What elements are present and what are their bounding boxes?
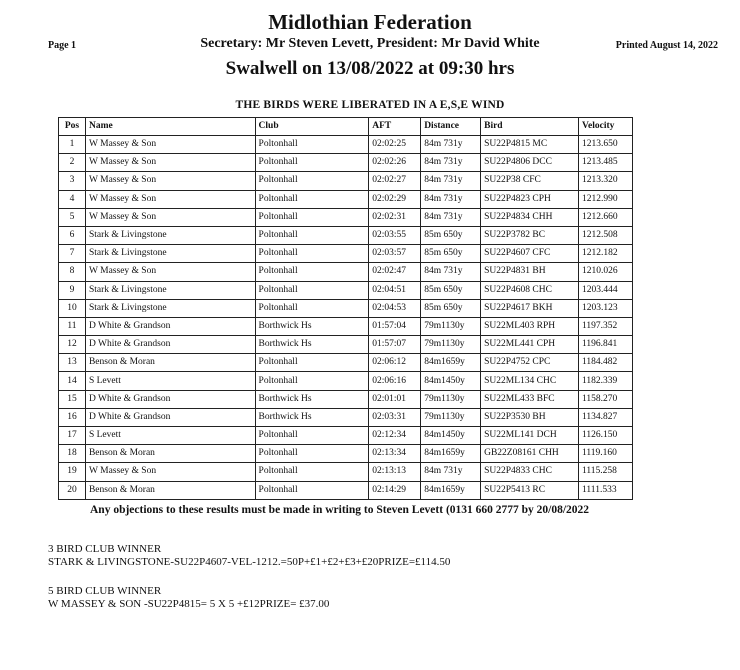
column-header-bird: Bird <box>481 118 579 136</box>
pos-cell: 5 <box>59 208 86 226</box>
aft-cell: 02:01:01 <box>369 390 421 408</box>
aft-cell: 02:03:31 <box>369 408 421 426</box>
bird-cell: SU22P3530 BH <box>481 408 579 426</box>
club-cell: Poltonhall <box>255 445 369 463</box>
pos-cell: 18 <box>59 445 86 463</box>
distance-cell: 84m 731y <box>421 190 481 208</box>
five-bird-winner-text: W MASSEY & SON -SU22P4815= 5 X 5 +£12PRIZE= £37.00 <box>48 598 330 610</box>
table-row <box>59 190 633 208</box>
pos-cell: 13 <box>59 354 86 372</box>
velocity-cell: 1196.841 <box>579 336 633 354</box>
column-header-aft: AFT <box>369 118 421 136</box>
aft-cell: 02:02:47 <box>369 263 421 281</box>
aft-cell: 02:02:27 <box>369 172 421 190</box>
bird-cell: SU22P38 CFC <box>481 172 579 190</box>
objections-notice: Any objections to these results must be made in writing to Steven Levett (0131 660 2777 by 20/08/2022 <box>90 504 590 516</box>
table-row <box>59 390 633 408</box>
velocity-cell: 1115.258 <box>579 463 633 481</box>
name-cell: Benson & Moran <box>85 445 255 463</box>
results-body <box>59 136 633 500</box>
club-cell: Poltonhall <box>255 481 369 499</box>
name-cell: Stark & Livingstone <box>85 245 255 263</box>
column-header-distance: Distance <box>421 118 481 136</box>
distance-cell: 85m 650y <box>421 299 481 317</box>
club-cell: Poltonhall <box>255 172 369 190</box>
velocity-cell: 1184.482 <box>579 354 633 372</box>
column-header-velocity: Velocity <box>579 118 633 136</box>
table-row <box>59 136 633 154</box>
name-cell: S Levett <box>85 427 255 445</box>
velocity-cell: 1182.339 <box>579 372 633 390</box>
name-cell: Stark & Livingstone <box>85 226 255 244</box>
bird-cell: SU22P4617 BKH <box>481 299 579 317</box>
velocity-cell: 1126.150 <box>579 427 633 445</box>
club-cell: Poltonhall <box>255 136 369 154</box>
pos-cell: 7 <box>59 245 86 263</box>
name-cell: W Massey & Son <box>85 208 255 226</box>
aft-cell: 02:02:29 <box>369 190 421 208</box>
column-header-pos: Pos <box>59 118 86 136</box>
bird-cell: SU22P4823 CPH <box>481 190 579 208</box>
pos-cell: 15 <box>59 390 86 408</box>
three-bird-winner-text: STARK & LIVINGSTONE-SU22P4607-VEL-1212.=50P+£1+£2+£3+£20PRIZE=£114.50 <box>48 556 451 568</box>
bird-cell: SU22P4752 CPC <box>481 354 579 372</box>
table-header-row <box>59 118 633 136</box>
bird-cell: SU22P5413 RC <box>481 481 579 499</box>
club-cell: Poltonhall <box>255 463 369 481</box>
velocity-cell: 1213.650 <box>579 136 633 154</box>
distance-cell: 84m 731y <box>421 208 481 226</box>
race-heading: Swalwell on 13/08/2022 at 09:30 hrs <box>225 58 515 79</box>
distance-cell: 84m 731y <box>421 263 481 281</box>
club-cell: Borthwick Hs <box>255 336 369 354</box>
name-cell: W Massey & Son <box>85 463 255 481</box>
name-cell: D White & Grandson <box>85 408 255 426</box>
bird-cell: SU22ML134 CHC <box>481 372 579 390</box>
aft-cell: 02:14:29 <box>369 481 421 499</box>
pos-cell: 4 <box>59 190 86 208</box>
table-row <box>59 408 633 426</box>
table-row <box>59 208 633 226</box>
aft-cell: 02:04:53 <box>369 299 421 317</box>
five-bird-winner-heading: 5 BIRD CLUB WINNER <box>48 585 162 597</box>
column-header-name: Name <box>85 118 255 136</box>
bird-cell: SU22P4607 CFC <box>481 245 579 263</box>
bird-cell: SU22ML141 DCH <box>481 427 579 445</box>
table-row <box>59 245 633 263</box>
velocity-cell: 1158.270 <box>579 390 633 408</box>
pos-cell: 19 <box>59 463 86 481</box>
bird-cell: SU22P4806 DCC <box>481 154 579 172</box>
name-cell: Benson & Moran <box>85 354 255 372</box>
bird-cell: SU22P4815 MC <box>481 136 579 154</box>
aft-cell: 02:13:34 <box>369 445 421 463</box>
name-cell: D White & Grandson <box>85 336 255 354</box>
name-cell: Stark & Livingstone <box>85 281 255 299</box>
club-cell: Borthwick Hs <box>255 317 369 335</box>
bird-cell: GB22Z08161 CHH <box>481 445 579 463</box>
pos-cell: 16 <box>59 408 86 426</box>
pos-cell: 12 <box>59 336 86 354</box>
club-cell: Poltonhall <box>255 263 369 281</box>
velocity-cell: 1203.444 <box>579 281 633 299</box>
document-title: Midlothian Federation <box>268 10 472 34</box>
name-cell: Benson & Moran <box>85 481 255 499</box>
velocity-cell: 1210.026 <box>579 263 633 281</box>
club-cell: Poltonhall <box>255 281 369 299</box>
table-row <box>59 463 633 481</box>
officers-line: Secretary: Mr Steven Levett, President: Mr David White <box>200 36 540 51</box>
velocity-cell: 1111.533 <box>579 481 633 499</box>
results-table <box>58 117 633 500</box>
distance-cell: 84m 731y <box>421 136 481 154</box>
printed-date: Printed August 14, 2022 <box>615 40 718 51</box>
aft-cell: 02:04:51 <box>369 281 421 299</box>
aft-cell: 02:02:31 <box>369 208 421 226</box>
table-row <box>59 154 633 172</box>
distance-cell: 85m 650y <box>421 281 481 299</box>
table-row <box>59 427 633 445</box>
distance-cell: 84m1450y <box>421 372 481 390</box>
club-cell: Poltonhall <box>255 354 369 372</box>
velocity-cell: 1134.827 <box>579 408 633 426</box>
bird-cell: SU22P4608 CHC <box>481 281 579 299</box>
club-cell: Poltonhall <box>255 372 369 390</box>
distance-cell: 79m1130y <box>421 408 481 426</box>
bird-cell: SU22P4833 CHC <box>481 463 579 481</box>
club-cell: Poltonhall <box>255 208 369 226</box>
wind-note: THE BIRDS WERE LIBERATED IN A E,S,E WIND <box>235 99 505 111</box>
club-cell: Poltonhall <box>255 299 369 317</box>
velocity-cell: 1212.660 <box>579 208 633 226</box>
club-cell: Poltonhall <box>255 190 369 208</box>
velocity-cell: 1213.485 <box>579 154 633 172</box>
table-row <box>59 263 633 281</box>
name-cell: W Massey & Son <box>85 136 255 154</box>
name-cell: S Levett <box>85 372 255 390</box>
bird-cell: SU22P4831 BH <box>481 263 579 281</box>
club-cell: Poltonhall <box>255 154 369 172</box>
three-bird-winner-heading: 3 BIRD CLUB WINNER <box>48 543 162 555</box>
distance-cell: 85m 650y <box>421 226 481 244</box>
distance-cell: 84m1659y <box>421 354 481 372</box>
pos-cell: 1 <box>59 136 86 154</box>
velocity-cell: 1212.182 <box>579 245 633 263</box>
name-cell: D White & Grandson <box>85 317 255 335</box>
pos-cell: 3 <box>59 172 86 190</box>
name-cell: W Massey & Son <box>85 172 255 190</box>
aft-cell: 02:12:34 <box>369 427 421 445</box>
table-row <box>59 481 633 499</box>
name-cell: W Massey & Son <box>85 190 255 208</box>
table-row <box>59 226 633 244</box>
distance-cell: 79m1130y <box>421 390 481 408</box>
velocity-cell: 1212.508 <box>579 226 633 244</box>
pos-cell: 17 <box>59 427 86 445</box>
distance-cell: 84m 731y <box>421 154 481 172</box>
club-cell: Borthwick Hs <box>255 408 369 426</box>
table-row <box>59 281 633 299</box>
velocity-cell: 1213.320 <box>579 172 633 190</box>
aft-cell: 02:06:16 <box>369 372 421 390</box>
distance-cell: 79m1130y <box>421 317 481 335</box>
bird-cell: SU22P4834 CHH <box>481 208 579 226</box>
distance-cell: 85m 650y <box>421 245 481 263</box>
column-header-club: Club <box>255 118 369 136</box>
table-row <box>59 317 633 335</box>
page-number: Page 1 <box>48 40 77 51</box>
bird-cell: SU22ML441 CPH <box>481 336 579 354</box>
aft-cell: 02:02:26 <box>369 154 421 172</box>
club-cell: Poltonhall <box>255 427 369 445</box>
club-cell: Poltonhall <box>255 226 369 244</box>
aft-cell: 02:03:57 <box>369 245 421 263</box>
club-cell: Borthwick Hs <box>255 390 369 408</box>
table-row <box>59 445 633 463</box>
table-row <box>59 372 633 390</box>
pos-cell: 9 <box>59 281 86 299</box>
bird-cell: SU22ML433 BFC <box>481 390 579 408</box>
aft-cell: 02:13:13 <box>369 463 421 481</box>
distance-cell: 84m1659y <box>421 481 481 499</box>
name-cell: D White & Grandson <box>85 390 255 408</box>
pos-cell: 14 <box>59 372 86 390</box>
table-row <box>59 336 633 354</box>
aft-cell: 01:57:04 <box>369 317 421 335</box>
pos-cell: 2 <box>59 154 86 172</box>
aft-cell: 01:57:07 <box>369 336 421 354</box>
bird-cell: SU22ML403 RPH <box>481 317 579 335</box>
velocity-cell: 1212.990 <box>579 190 633 208</box>
aft-cell: 02:03:55 <box>369 226 421 244</box>
bird-cell: SU22P3782 BC <box>481 226 579 244</box>
table-row <box>59 354 633 372</box>
velocity-cell: 1197.352 <box>579 317 633 335</box>
distance-cell: 84m1659y <box>421 445 481 463</box>
distance-cell: 84m 731y <box>421 463 481 481</box>
pos-cell: 20 <box>59 481 86 499</box>
velocity-cell: 1119.160 <box>579 445 633 463</box>
distance-cell: 84m1450y <box>421 427 481 445</box>
pos-cell: 10 <box>59 299 86 317</box>
pos-cell: 11 <box>59 317 86 335</box>
club-cell: Poltonhall <box>255 245 369 263</box>
aft-cell: 02:06:12 <box>369 354 421 372</box>
name-cell: W Massey & Son <box>85 154 255 172</box>
velocity-cell: 1203.123 <box>579 299 633 317</box>
table-row <box>59 172 633 190</box>
pos-cell: 6 <box>59 226 86 244</box>
table-row <box>59 299 633 317</box>
distance-cell: 84m 731y <box>421 172 481 190</box>
name-cell: W Massey & Son <box>85 263 255 281</box>
name-cell: Stark & Livingstone <box>85 299 255 317</box>
aft-cell: 02:02:25 <box>369 136 421 154</box>
pos-cell: 8 <box>59 263 86 281</box>
distance-cell: 79m1130y <box>421 336 481 354</box>
